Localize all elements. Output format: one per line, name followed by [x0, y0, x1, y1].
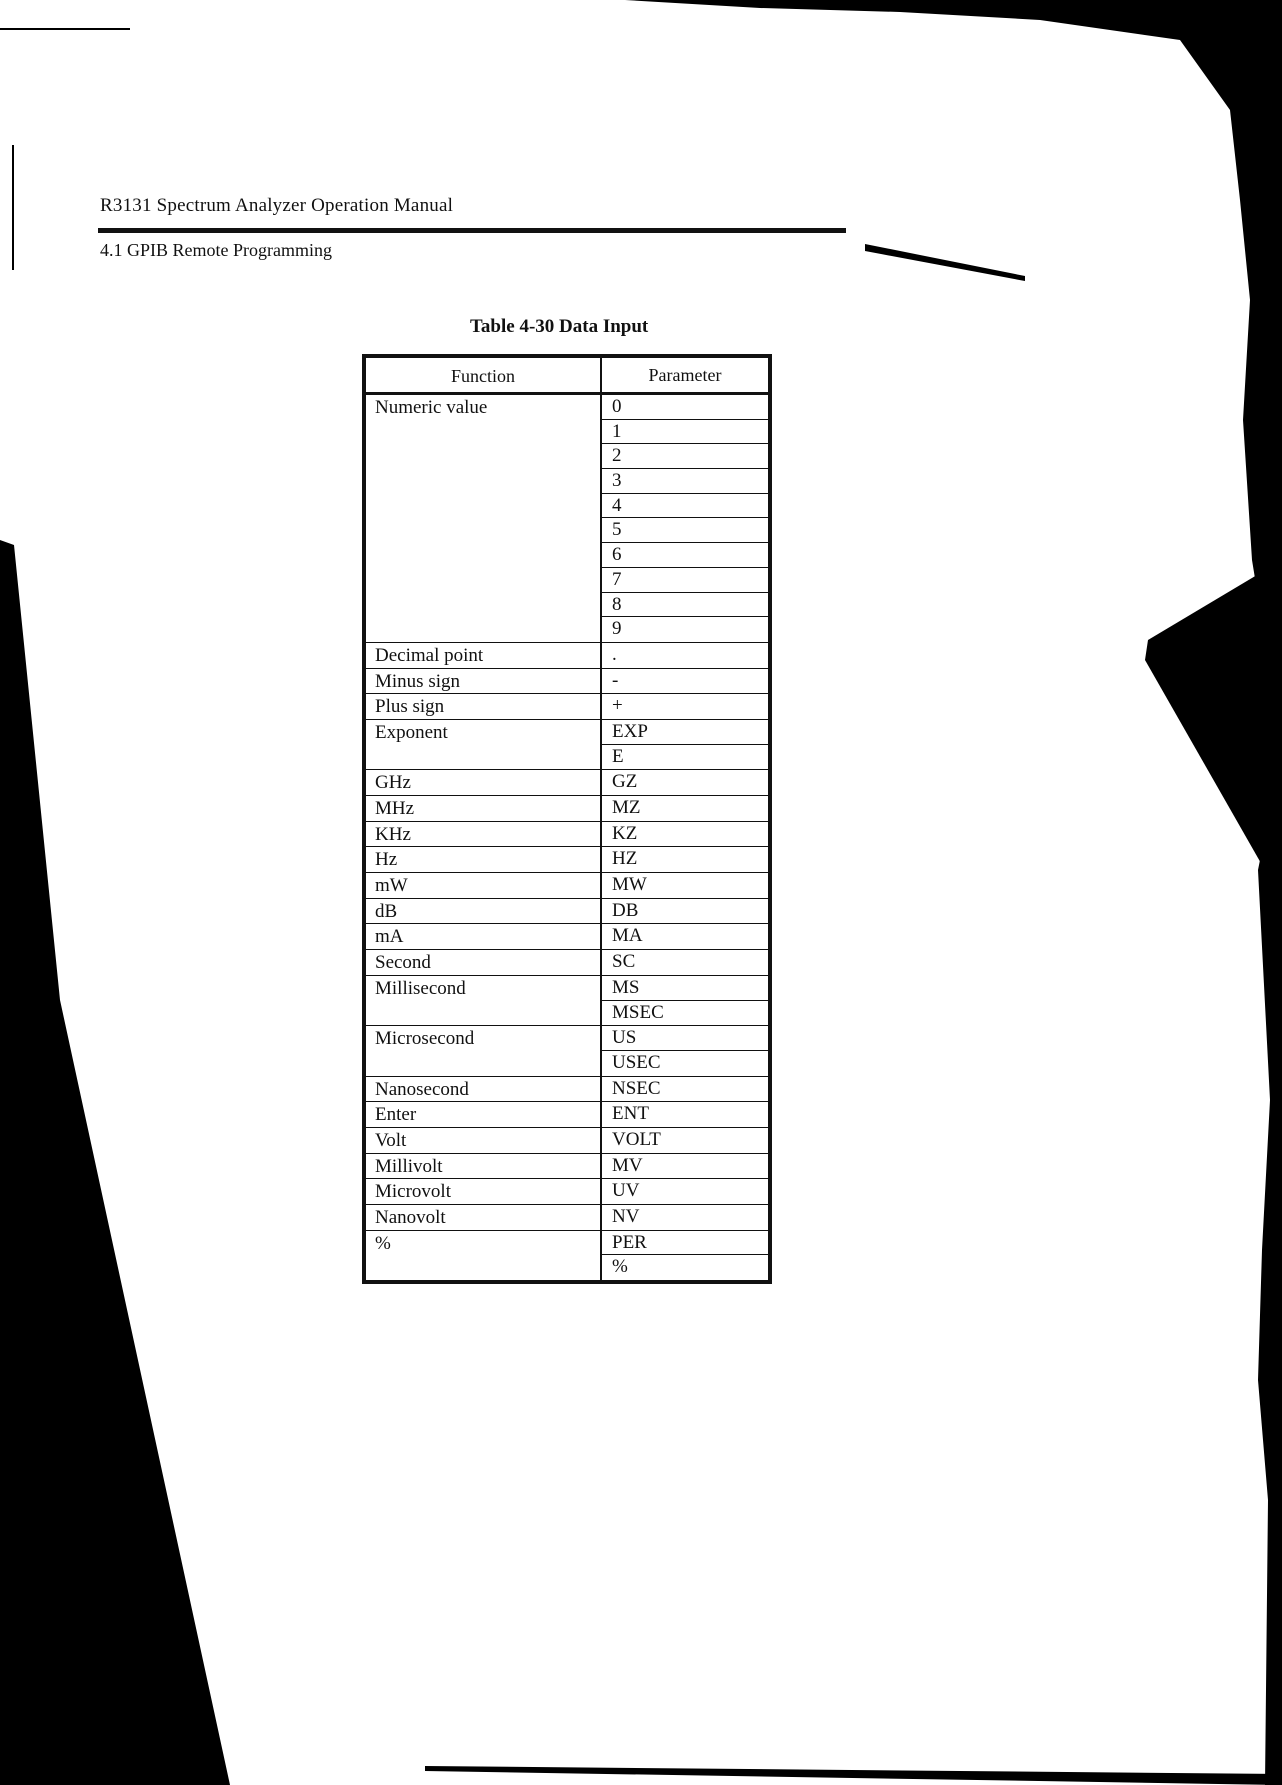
function-cell: Minus sign: [364, 668, 601, 694]
function-cell: %: [364, 1230, 601, 1282]
parameter-value: KZ: [612, 822, 638, 844]
function-cell: Hz: [364, 847, 601, 873]
scan-line-bottom: [425, 1766, 1282, 1785]
table-row: [364, 924, 770, 950]
table-row: [364, 394, 770, 643]
function-cell: Exponent: [364, 719, 601, 769]
parameter-cell: [601, 847, 770, 873]
scan-shadow-right-wedge: [1145, 560, 1282, 900]
parameter-cell: [601, 1179, 770, 1205]
function-cell: Microsecond: [364, 1026, 601, 1076]
parameter-cell: [601, 394, 770, 643]
parameter-value: DB: [612, 899, 639, 921]
parameter-value: .: [612, 643, 617, 665]
table-row: [364, 975, 770, 1025]
table-row: [364, 1153, 770, 1179]
table-row: [364, 1179, 770, 1205]
parameter-cell: [601, 821, 770, 847]
data-input-table: [362, 354, 772, 1284]
function-cell: Nanovolt: [364, 1205, 601, 1231]
parameter-value: MZ: [612, 797, 641, 818]
parameter-value: 0: [602, 395, 768, 420]
table-row: [364, 1205, 770, 1231]
function-cell: mA: [364, 924, 601, 950]
function-cell: Decimal point: [364, 642, 601, 668]
function-cell: Plus sign: [364, 694, 601, 720]
parameter-cell: [601, 924, 770, 950]
parameter-value: E: [612, 745, 624, 767]
function-cell: Nanosecond: [364, 1076, 601, 1102]
scan-line-top-left: [0, 28, 130, 30]
table-row: [364, 847, 770, 873]
parameter-cell: [601, 975, 770, 1025]
parameter-cell: [601, 898, 770, 924]
parameter-value: PER: [602, 1231, 768, 1256]
table-row: [364, 770, 770, 796]
parameter-value: 1: [602, 420, 768, 445]
parameter-value: SC: [612, 951, 636, 973]
parameter-value: 3: [602, 469, 768, 494]
parameter-value: MSEC: [612, 1001, 664, 1023]
function-cell: Millivolt: [364, 1153, 601, 1179]
parameter-value: 7: [602, 568, 768, 593]
function-cell: Numeric value: [364, 394, 601, 643]
parameter-value: MA: [612, 925, 643, 947]
scan-shadow-left-edge: [0, 540, 230, 1785]
table-row: [364, 1026, 770, 1076]
parameter-value: UV: [612, 1180, 640, 1202]
table-row: [364, 1230, 770, 1282]
parameter-value: US: [602, 1026, 768, 1051]
parameter-cell: [601, 1230, 770, 1282]
parameter-value: MS: [602, 976, 768, 1001]
parameter-cell: [601, 950, 770, 976]
section-title: 4.1 GPIB Remote Programming: [100, 240, 332, 260]
table-row: [364, 719, 770, 769]
parameter-cell: [601, 668, 770, 694]
parameter-value: 2: [602, 444, 768, 469]
parameter-cell: [601, 694, 770, 720]
table-row: [364, 1102, 770, 1128]
function-cell: dB: [364, 898, 601, 924]
parameter-cell: [601, 770, 770, 796]
parameter-value: VOLT: [612, 1128, 661, 1150]
table-row: [364, 1127, 770, 1153]
function-cell: Millisecond: [364, 975, 601, 1025]
scan-line-left: [12, 145, 14, 270]
parameter-value: 9: [612, 618, 622, 640]
table-row: [364, 898, 770, 924]
parameter-value: MW: [612, 874, 647, 896]
function-cell: Enter: [364, 1102, 601, 1128]
parameter-cell: [601, 873, 770, 899]
function-cell: GHz: [364, 770, 601, 796]
table-row: [364, 950, 770, 976]
parameter-cell: [601, 1076, 770, 1102]
parameter-cell: [601, 1026, 770, 1076]
column-header-function: Function: [364, 356, 601, 394]
table-row: [364, 796, 770, 822]
scan-line-stray: [865, 244, 1025, 281]
parameter-cell: [601, 1153, 770, 1179]
header-rule: [98, 228, 846, 233]
manual-title: R3131 Spectrum Analyzer Operation Manual: [100, 195, 454, 216]
parameter-cell: [601, 796, 770, 822]
table-row: [364, 668, 770, 694]
table-row: [364, 694, 770, 720]
table-header-row: [364, 356, 770, 394]
parameter-value: 8: [602, 593, 768, 618]
parameter-value: GZ: [612, 771, 638, 793]
parameter-value: NV: [612, 1206, 640, 1227]
parameter-value: EXP: [602, 720, 768, 745]
function-cell: KHz: [364, 821, 601, 847]
parameter-value: %: [612, 1256, 628, 1278]
parameter-cell: [601, 1127, 770, 1153]
parameter-cell: [601, 719, 770, 769]
table-row: [364, 873, 770, 899]
parameter-value: HZ: [612, 848, 638, 870]
parameter-value: MV: [612, 1154, 643, 1176]
column-header-parameter: Parameter: [601, 356, 770, 394]
table-row: [364, 642, 770, 668]
parameter-value: -: [612, 669, 619, 691]
parameter-value: 4: [602, 494, 768, 519]
parameter-cell: [601, 1102, 770, 1128]
parameter-value: +: [612, 695, 623, 717]
parameter-value: USEC: [612, 1051, 661, 1073]
function-cell: mW: [364, 873, 601, 899]
function-cell: Microvolt: [364, 1179, 601, 1205]
parameter-cell: [601, 642, 770, 668]
table-caption: Table 4-30 Data Input: [470, 316, 649, 337]
table-row: [364, 1076, 770, 1102]
parameter-cell: [601, 1205, 770, 1231]
function-cell: Volt: [364, 1127, 601, 1153]
function-cell: Second: [364, 950, 601, 976]
parameter-value: 6: [602, 543, 768, 568]
parameter-value: ENT: [612, 1103, 649, 1125]
function-cell: MHz: [364, 796, 601, 822]
table-row: [364, 821, 770, 847]
parameter-value: 5: [602, 518, 768, 543]
parameter-value: NSEC: [612, 1077, 661, 1099]
